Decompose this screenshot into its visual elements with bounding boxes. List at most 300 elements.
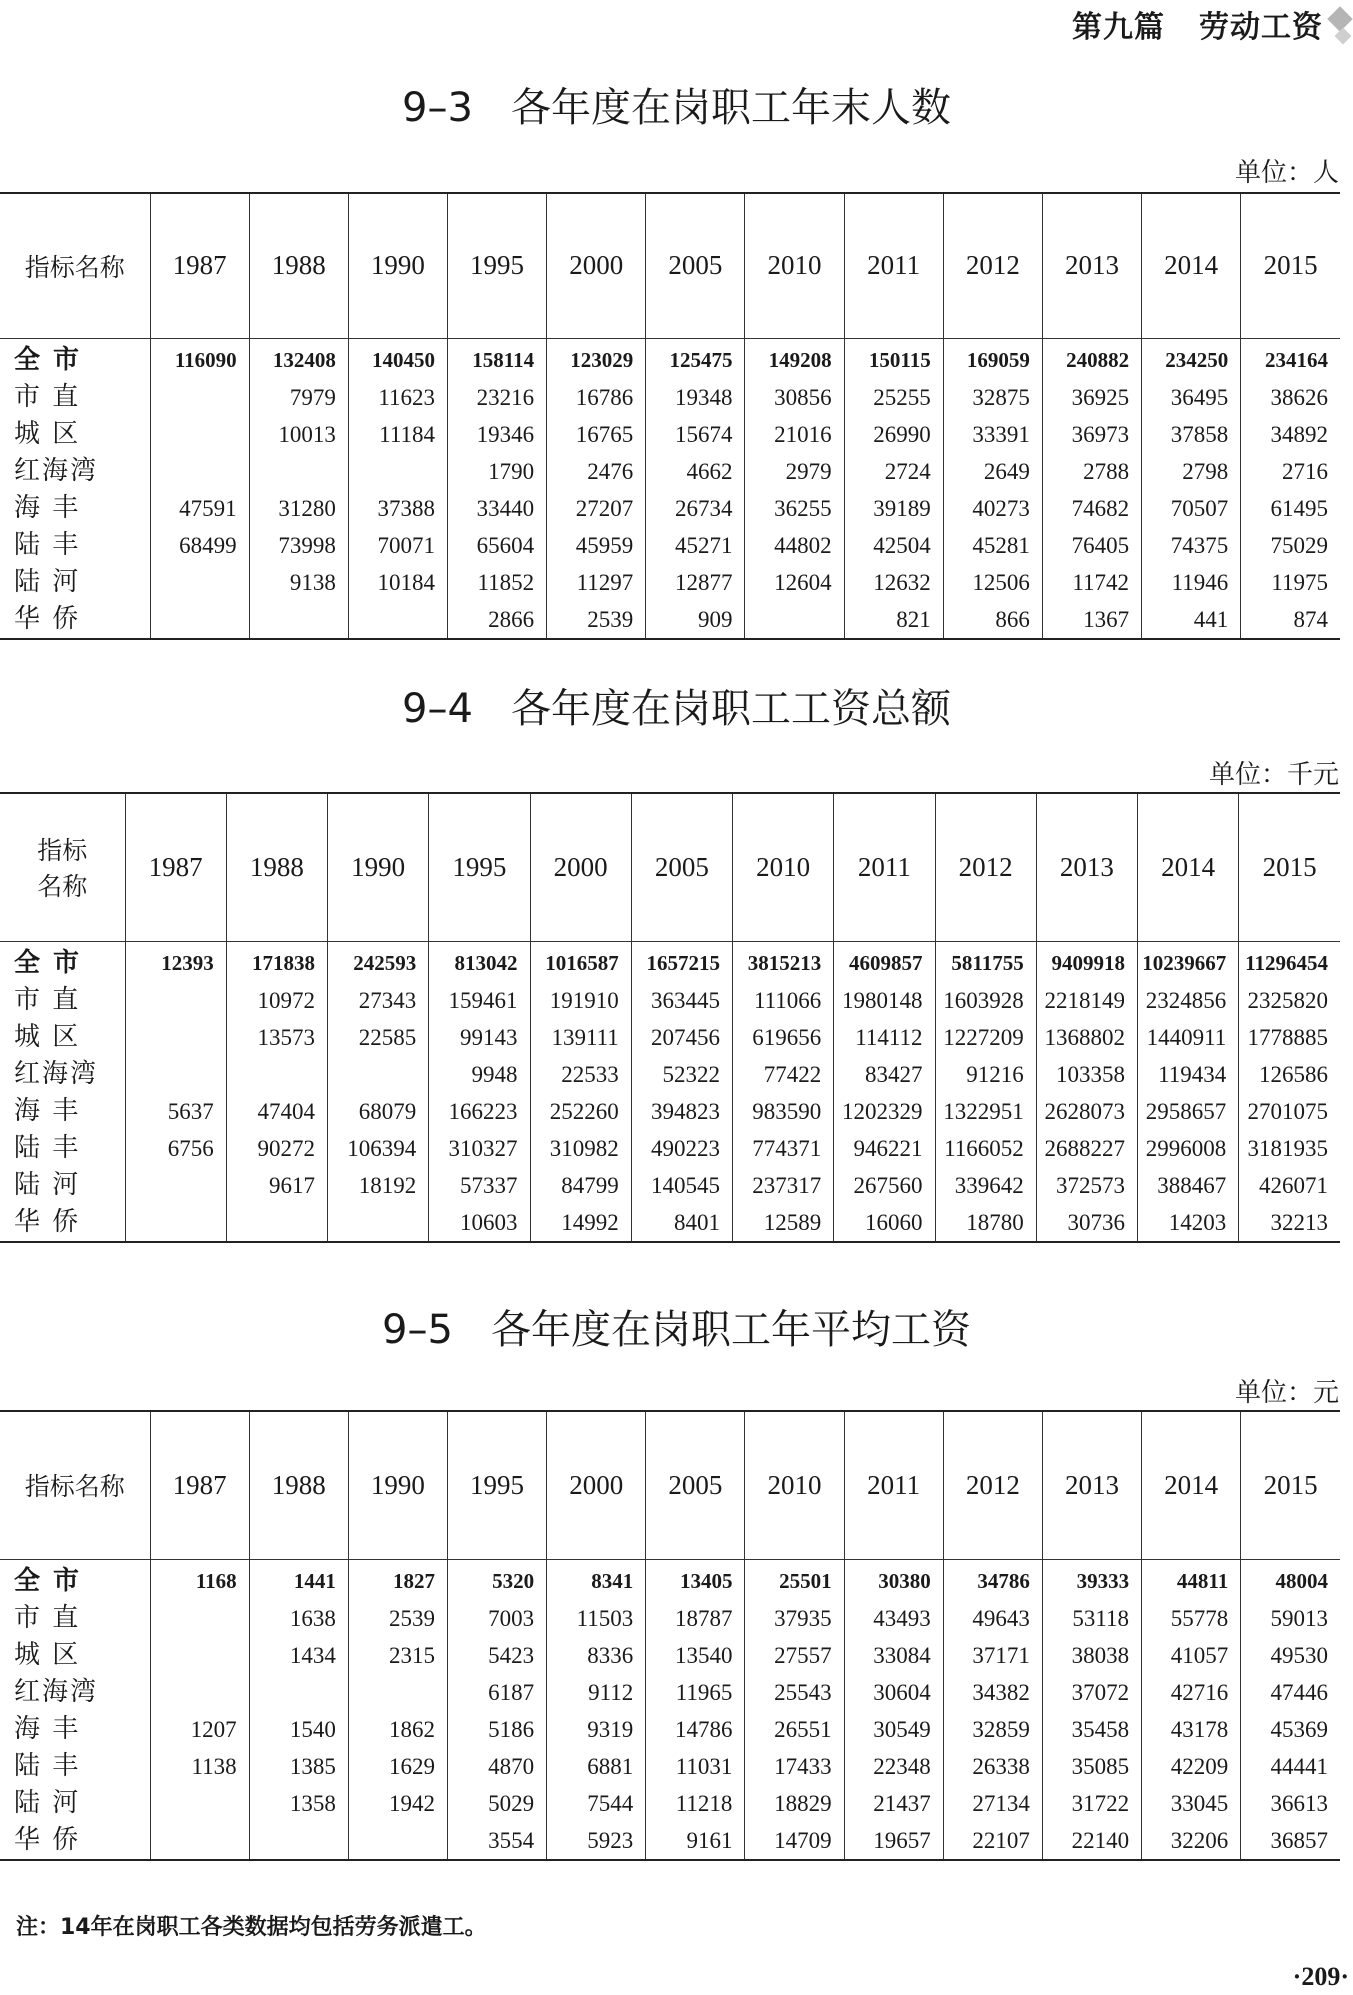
value-cell: 38626 bbox=[1241, 379, 1340, 416]
value-cell: 1385 bbox=[249, 1748, 348, 1785]
value-cell: 34892 bbox=[1241, 416, 1340, 453]
value-cell: 22140 bbox=[1042, 1822, 1141, 1860]
value-cell: 126586 bbox=[1239, 1056, 1340, 1093]
value-cell: 13573 bbox=[226, 1019, 327, 1056]
value-cell: 2798 bbox=[1142, 453, 1241, 490]
value-cell: 37858 bbox=[1142, 416, 1241, 453]
table-row bbox=[0, 453, 1340, 490]
value-cell bbox=[150, 1785, 249, 1822]
value-cell: 132408 bbox=[249, 338, 348, 379]
value-cell: 9138 bbox=[249, 564, 348, 601]
year-header: 1995 bbox=[429, 793, 530, 941]
value-cell: 49643 bbox=[943, 1600, 1042, 1637]
value-cell: 33084 bbox=[844, 1637, 943, 1674]
table-9-3-title bbox=[0, 76, 1353, 133]
value-cell: 1016587 bbox=[530, 941, 631, 982]
row-label: 华 侨 bbox=[0, 601, 150, 639]
value-cell: 240882 bbox=[1042, 338, 1141, 379]
value-cell: 52322 bbox=[631, 1056, 732, 1093]
table-row bbox=[0, 1785, 1340, 1822]
value-cell: 42504 bbox=[844, 527, 943, 564]
row-label: 红海湾 bbox=[14, 1058, 99, 1089]
value-cell: 6187 bbox=[447, 1674, 546, 1711]
value-cell: 8341 bbox=[547, 1559, 646, 1600]
value-cell: 2218149 bbox=[1036, 982, 1137, 1019]
value-cell: 12506 bbox=[943, 564, 1042, 601]
value-cell: 7544 bbox=[547, 1785, 646, 1822]
value-cell: 159461 bbox=[429, 982, 530, 1019]
value-cell: 441 bbox=[1142, 601, 1241, 639]
value-cell: 36857 bbox=[1241, 1822, 1340, 1860]
value-cell: 39333 bbox=[1042, 1559, 1141, 1600]
value-cell: 106394 bbox=[328, 1130, 429, 1167]
table-row bbox=[0, 1093, 1340, 1130]
year-header: 2000 bbox=[547, 193, 646, 338]
table-9-4 bbox=[0, 792, 1340, 1243]
value-cell: 9409918 bbox=[1036, 941, 1137, 982]
year-header: 2012 bbox=[935, 793, 1036, 941]
year-header: 2000 bbox=[530, 793, 631, 941]
value-cell: 1322951 bbox=[935, 1093, 1036, 1130]
value-cell: 26551 bbox=[745, 1711, 844, 1748]
value-cell bbox=[226, 1204, 327, 1242]
value-cell: 16765 bbox=[547, 416, 646, 453]
value-cell: 2649 bbox=[943, 453, 1042, 490]
year-header: 2011 bbox=[834, 793, 935, 941]
value-cell: 75029 bbox=[1241, 527, 1340, 564]
value-cell: 1603928 bbox=[935, 982, 1036, 1019]
value-cell: 11965 bbox=[646, 1674, 745, 1711]
value-cell bbox=[150, 453, 249, 490]
value-cell: 2628073 bbox=[1036, 1093, 1137, 1130]
value-cell: 4870 bbox=[447, 1748, 546, 1785]
value-cell: 57337 bbox=[429, 1167, 530, 1204]
value-cell bbox=[328, 1056, 429, 1093]
value-cell: 139111 bbox=[530, 1019, 631, 1056]
value-cell: 36973 bbox=[1042, 416, 1141, 453]
table-row bbox=[0, 601, 1340, 639]
value-cell: 68499 bbox=[150, 527, 249, 564]
value-cell: 9319 bbox=[547, 1711, 646, 1748]
year-header: 2000 bbox=[547, 1411, 646, 1559]
table-row bbox=[0, 941, 1340, 982]
corner-header: 指标名称 bbox=[0, 193, 150, 338]
row-label: 陆 河 bbox=[14, 1169, 81, 1200]
value-cell: 1440911 bbox=[1138, 1019, 1239, 1056]
year-header: 1995 bbox=[447, 1411, 546, 1559]
running-header bbox=[1072, 2, 1323, 46]
row-label: 海 丰 bbox=[14, 1713, 81, 1744]
table-row bbox=[0, 1748, 1340, 1785]
value-cell: 19346 bbox=[447, 416, 546, 453]
value-cell: 26338 bbox=[943, 1748, 1042, 1785]
value-cell: 140545 bbox=[631, 1167, 732, 1204]
value-cell: 207456 bbox=[631, 1019, 732, 1056]
value-cell: 4609857 bbox=[834, 941, 935, 982]
value-cell: 34382 bbox=[943, 1674, 1042, 1711]
table-row bbox=[0, 1637, 1340, 1674]
value-cell: 37935 bbox=[745, 1600, 844, 1637]
year-header: 1990 bbox=[348, 193, 447, 338]
value-cell: 2716 bbox=[1241, 453, 1340, 490]
year-header: 1987 bbox=[150, 1411, 249, 1559]
value-cell: 35085 bbox=[1042, 1748, 1141, 1785]
value-cell: 74375 bbox=[1142, 527, 1241, 564]
value-cell: 25543 bbox=[745, 1674, 844, 1711]
value-cell: 1827 bbox=[348, 1559, 447, 1600]
table-9-3 bbox=[0, 192, 1340, 640]
value-cell: 1434 bbox=[249, 1637, 348, 1674]
value-cell: 267560 bbox=[834, 1167, 935, 1204]
row-label: 红海湾 bbox=[14, 455, 99, 486]
value-cell: 19657 bbox=[844, 1822, 943, 1860]
value-cell: 1790 bbox=[447, 453, 546, 490]
value-cell bbox=[249, 1674, 348, 1711]
value-cell bbox=[348, 601, 447, 639]
value-cell: 813042 bbox=[429, 941, 530, 982]
value-cell: 11623 bbox=[348, 379, 447, 416]
year-header: 2015 bbox=[1239, 793, 1340, 941]
table-row bbox=[0, 338, 1340, 379]
corner-header: 指标 名称 bbox=[0, 793, 125, 941]
year-header: 2011 bbox=[844, 1411, 943, 1559]
value-cell: 11852 bbox=[447, 564, 546, 601]
value-cell: 310982 bbox=[530, 1130, 631, 1167]
value-cell: 237317 bbox=[733, 1167, 834, 1204]
value-cell: 866 bbox=[943, 601, 1042, 639]
value-cell: 158114 bbox=[447, 338, 546, 379]
value-cell: 11031 bbox=[646, 1748, 745, 1785]
value-cell: 36255 bbox=[745, 490, 844, 527]
value-cell: 30856 bbox=[745, 379, 844, 416]
value-cell: 33440 bbox=[447, 490, 546, 527]
value-cell: 9617 bbox=[226, 1167, 327, 1204]
table-row bbox=[0, 1056, 1340, 1093]
value-cell: 234164 bbox=[1241, 338, 1340, 379]
value-cell bbox=[348, 1822, 447, 1860]
value-cell: 40273 bbox=[943, 490, 1042, 527]
value-cell: 2958657 bbox=[1138, 1093, 1239, 1130]
row-label: 全 市 bbox=[14, 947, 82, 978]
value-cell: 103358 bbox=[1036, 1056, 1137, 1093]
value-cell: 426071 bbox=[1239, 1167, 1340, 1204]
table-9-5-unit: 单位：元 bbox=[1234, 1378, 1339, 1408]
value-cell: 10184 bbox=[348, 564, 447, 601]
value-cell bbox=[150, 1600, 249, 1637]
value-cell: 38038 bbox=[1042, 1637, 1141, 1674]
value-cell: 37171 bbox=[943, 1637, 1042, 1674]
value-cell: 1441 bbox=[249, 1559, 348, 1600]
value-cell: 18829 bbox=[745, 1785, 844, 1822]
value-cell: 11946 bbox=[1142, 564, 1241, 601]
value-cell: 242593 bbox=[328, 941, 429, 982]
value-cell: 70071 bbox=[348, 527, 447, 564]
value-cell: 1638 bbox=[249, 1600, 348, 1637]
value-cell: 983590 bbox=[733, 1093, 834, 1130]
value-cell bbox=[150, 1637, 249, 1674]
value-cell: 10603 bbox=[429, 1204, 530, 1242]
table-row bbox=[0, 1674, 1340, 1711]
value-cell: 27343 bbox=[328, 982, 429, 1019]
value-cell: 12604 bbox=[745, 564, 844, 601]
value-cell: 1358 bbox=[249, 1785, 348, 1822]
value-cell: 73998 bbox=[249, 527, 348, 564]
row-label: 陆 丰 bbox=[14, 1132, 81, 1163]
value-cell: 11296454 bbox=[1239, 941, 1340, 982]
value-cell: 33391 bbox=[943, 416, 1042, 453]
value-cell: 5923 bbox=[547, 1822, 646, 1860]
table-9-5 bbox=[0, 1410, 1340, 1861]
value-cell: 1657215 bbox=[631, 941, 732, 982]
value-cell: 22585 bbox=[328, 1019, 429, 1056]
value-cell: 11218 bbox=[646, 1785, 745, 1822]
value-cell: 35458 bbox=[1042, 1711, 1141, 1748]
value-cell: 339642 bbox=[935, 1167, 1036, 1204]
value-cell: 3815213 bbox=[733, 941, 834, 982]
decorative-diamond-icon bbox=[1327, 6, 1352, 31]
value-cell: 150115 bbox=[844, 338, 943, 379]
page-number: ·209· bbox=[1292, 1962, 1349, 1991]
value-cell: 22348 bbox=[844, 1748, 943, 1785]
value-cell: 372573 bbox=[1036, 1167, 1137, 1204]
value-cell bbox=[125, 1167, 226, 1204]
value-cell bbox=[150, 601, 249, 639]
year-header: 2005 bbox=[646, 193, 745, 338]
table-row bbox=[0, 1822, 1340, 1860]
value-cell: 45281 bbox=[943, 527, 1042, 564]
value-cell: 1138 bbox=[150, 1748, 249, 1785]
row-label: 全 市 bbox=[14, 344, 82, 375]
value-cell: 12589 bbox=[733, 1204, 834, 1242]
value-cell: 25255 bbox=[844, 379, 943, 416]
row-label: 海 丰 bbox=[14, 492, 81, 523]
value-cell: 44441 bbox=[1241, 1748, 1340, 1785]
value-cell: 61495 bbox=[1241, 490, 1340, 527]
value-cell: 1168 bbox=[150, 1559, 249, 1600]
table-row bbox=[0, 1130, 1340, 1167]
table-row bbox=[0, 1167, 1340, 1204]
value-cell: 3554 bbox=[447, 1822, 546, 1860]
table-title-text: 各年度在岗职工年末人数 bbox=[510, 85, 951, 131]
year-header: 2012 bbox=[943, 1411, 1042, 1559]
table-row bbox=[0, 1204, 1340, 1242]
value-cell: 33045 bbox=[1142, 1785, 1241, 1822]
year-header: 1987 bbox=[125, 793, 226, 941]
value-cell: 16060 bbox=[834, 1204, 935, 1242]
value-cell: 1629 bbox=[348, 1748, 447, 1785]
value-cell: 45959 bbox=[547, 527, 646, 564]
year-header: 2010 bbox=[733, 793, 834, 941]
value-cell: 116090 bbox=[150, 338, 249, 379]
table-title-text: 各年度在岗职工年平均工资 bbox=[490, 1307, 971, 1353]
value-cell: 45369 bbox=[1241, 1711, 1340, 1748]
value-cell: 17433 bbox=[745, 1748, 844, 1785]
row-label: 华 侨 bbox=[0, 1822, 150, 1860]
value-cell: 252260 bbox=[530, 1093, 631, 1130]
row-label: 市 直 bbox=[14, 381, 81, 412]
row-label: 城 区 bbox=[14, 1639, 81, 1670]
value-cell: 15674 bbox=[646, 416, 745, 453]
value-cell: 32875 bbox=[943, 379, 1042, 416]
year-header: 1988 bbox=[249, 1411, 348, 1559]
footnote: 注：14年在岗职工各类数据均包括劳务派遣工。 bbox=[16, 1915, 487, 1940]
value-cell: 47404 bbox=[226, 1093, 327, 1130]
value-cell: 5811755 bbox=[935, 941, 1036, 982]
value-cell bbox=[125, 1056, 226, 1093]
value-cell bbox=[348, 453, 447, 490]
value-cell: 90272 bbox=[226, 1130, 327, 1167]
row-label: 华 侨 bbox=[0, 1204, 125, 1242]
value-cell: 53118 bbox=[1042, 1600, 1141, 1637]
value-cell: 310327 bbox=[429, 1130, 530, 1167]
value-cell: 21437 bbox=[844, 1785, 943, 1822]
table-row bbox=[0, 416, 1340, 453]
value-cell: 1166052 bbox=[935, 1130, 1036, 1167]
value-cell: 1227209 bbox=[935, 1019, 1036, 1056]
value-cell: 30736 bbox=[1036, 1204, 1137, 1242]
year-header: 2015 bbox=[1241, 1411, 1340, 1559]
value-cell: 18787 bbox=[646, 1600, 745, 1637]
value-cell: 27557 bbox=[745, 1637, 844, 1674]
value-cell: 7003 bbox=[447, 1600, 546, 1637]
year-header: 2015 bbox=[1241, 193, 1340, 338]
year-header: 2014 bbox=[1142, 193, 1241, 338]
value-cell bbox=[125, 1204, 226, 1242]
value-cell bbox=[125, 1019, 226, 1056]
value-cell: 5637 bbox=[125, 1093, 226, 1130]
table-row bbox=[0, 490, 1340, 527]
value-cell bbox=[249, 601, 348, 639]
value-cell: 43493 bbox=[844, 1600, 943, 1637]
value-cell: 36613 bbox=[1241, 1785, 1340, 1822]
value-cell: 59013 bbox=[1241, 1600, 1340, 1637]
row-label: 陆 丰 bbox=[14, 1750, 81, 1781]
value-cell: 10239667 bbox=[1138, 941, 1239, 982]
value-cell: 363445 bbox=[631, 982, 732, 1019]
value-cell: 1540 bbox=[249, 1711, 348, 1748]
table-row bbox=[0, 379, 1340, 416]
value-cell: 8336 bbox=[547, 1637, 646, 1674]
value-cell: 6756 bbox=[125, 1130, 226, 1167]
value-cell: 22533 bbox=[530, 1056, 631, 1093]
value-cell: 2979 bbox=[745, 453, 844, 490]
value-cell: 14992 bbox=[530, 1204, 631, 1242]
value-cell: 234250 bbox=[1142, 338, 1241, 379]
value-cell: 31280 bbox=[249, 490, 348, 527]
table-9-3-unit: 单位：人 bbox=[1234, 158, 1339, 188]
value-cell: 45271 bbox=[646, 527, 745, 564]
value-cell: 42716 bbox=[1142, 1674, 1241, 1711]
value-cell: 123029 bbox=[547, 338, 646, 379]
row-label: 城 区 bbox=[14, 1021, 81, 1052]
decorative-diamond-small-icon bbox=[1335, 28, 1352, 45]
value-cell: 4662 bbox=[646, 453, 745, 490]
year-header: 2013 bbox=[1036, 793, 1137, 941]
value-cell: 25501 bbox=[745, 1559, 844, 1600]
year-header: 2005 bbox=[646, 1411, 745, 1559]
value-cell: 1367 bbox=[1042, 601, 1141, 639]
value-cell: 166223 bbox=[429, 1093, 530, 1130]
table-row bbox=[0, 564, 1340, 601]
table-row bbox=[0, 527, 1340, 564]
value-cell: 6881 bbox=[547, 1748, 646, 1785]
value-cell: 12393 bbox=[125, 941, 226, 982]
value-cell: 12632 bbox=[844, 564, 943, 601]
year-header: 2005 bbox=[631, 793, 732, 941]
value-cell: 2315 bbox=[348, 1637, 447, 1674]
value-cell: 32213 bbox=[1239, 1204, 1340, 1242]
value-cell: 119434 bbox=[1138, 1056, 1239, 1093]
row-label: 城 区 bbox=[14, 418, 81, 449]
value-cell bbox=[328, 1204, 429, 1242]
value-cell: 76405 bbox=[1042, 527, 1141, 564]
year-header: 1988 bbox=[226, 793, 327, 941]
year-header: 1995 bbox=[447, 193, 546, 338]
value-cell: 36925 bbox=[1042, 379, 1141, 416]
value-cell: 27207 bbox=[547, 490, 646, 527]
value-cell: 171838 bbox=[226, 941, 327, 982]
value-cell bbox=[745, 601, 844, 639]
value-cell: 125475 bbox=[646, 338, 745, 379]
value-cell: 774371 bbox=[733, 1130, 834, 1167]
value-cell: 19348 bbox=[646, 379, 745, 416]
table-9-4-title bbox=[0, 677, 1353, 734]
chapter-label: 第九篇 bbox=[1072, 10, 1165, 45]
year-header: 2012 bbox=[943, 193, 1042, 338]
value-cell: 2788 bbox=[1042, 453, 1141, 490]
value-cell: 83427 bbox=[834, 1056, 935, 1093]
value-cell: 149208 bbox=[745, 338, 844, 379]
value-cell: 70507 bbox=[1142, 490, 1241, 527]
value-cell: 37072 bbox=[1042, 1674, 1141, 1711]
value-cell: 42209 bbox=[1142, 1748, 1241, 1785]
value-cell: 26734 bbox=[646, 490, 745, 527]
value-cell: 91216 bbox=[935, 1056, 1036, 1093]
value-cell: 2539 bbox=[547, 601, 646, 639]
value-cell: 3181935 bbox=[1239, 1130, 1340, 1167]
value-cell: 2724 bbox=[844, 453, 943, 490]
table-row bbox=[0, 1019, 1340, 1056]
value-cell: 16786 bbox=[547, 379, 646, 416]
value-cell: 32859 bbox=[943, 1711, 1042, 1748]
value-cell: 7979 bbox=[249, 379, 348, 416]
value-cell: 44802 bbox=[745, 527, 844, 564]
value-cell: 9112 bbox=[547, 1674, 646, 1711]
value-cell: 14203 bbox=[1138, 1204, 1239, 1242]
row-label: 陆 河 bbox=[14, 566, 81, 597]
value-cell: 11975 bbox=[1241, 564, 1340, 601]
value-cell: 2539 bbox=[348, 1600, 447, 1637]
year-header: 2014 bbox=[1138, 793, 1239, 941]
value-cell: 2688227 bbox=[1036, 1130, 1137, 1167]
value-cell: 13540 bbox=[646, 1637, 745, 1674]
value-cell: 48004 bbox=[1241, 1559, 1340, 1600]
value-cell: 1942 bbox=[348, 1785, 447, 1822]
value-cell: 11742 bbox=[1042, 564, 1141, 601]
value-cell: 14709 bbox=[745, 1822, 844, 1860]
table-row bbox=[0, 1559, 1340, 1600]
value-cell bbox=[150, 564, 249, 601]
value-cell: 5320 bbox=[447, 1559, 546, 1600]
table-number: 9–3 bbox=[402, 85, 473, 131]
value-cell: 1368802 bbox=[1036, 1019, 1137, 1056]
value-cell: 32206 bbox=[1142, 1822, 1241, 1860]
year-header: 2010 bbox=[745, 193, 844, 338]
section-label: 劳动工资 bbox=[1199, 10, 1323, 45]
value-cell: 11297 bbox=[547, 564, 646, 601]
row-label: 红海湾 bbox=[14, 1676, 99, 1707]
value-cell: 394823 bbox=[631, 1093, 732, 1130]
